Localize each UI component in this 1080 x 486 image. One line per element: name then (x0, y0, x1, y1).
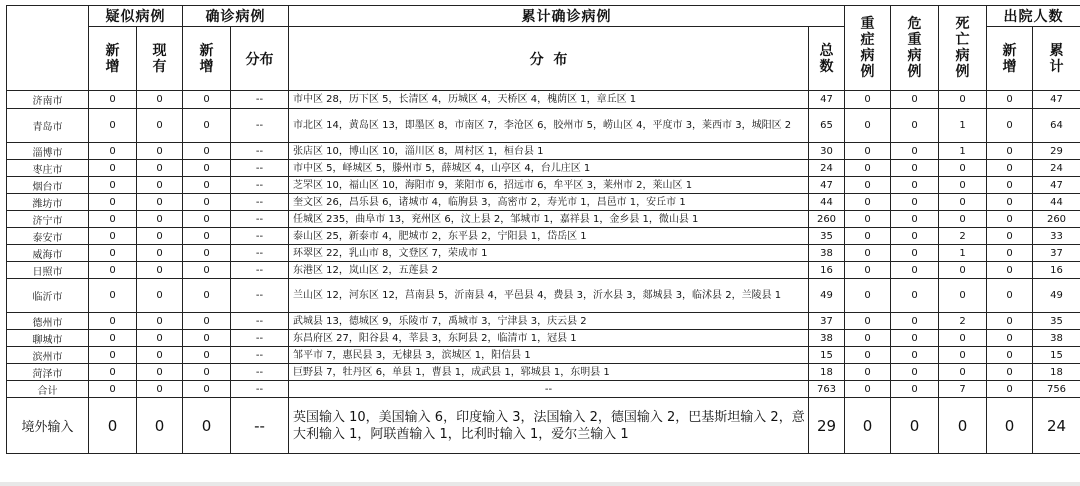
suspected-current: 0 (137, 279, 183, 313)
death-count: 0 (939, 330, 987, 347)
critical-count: 0 (891, 245, 939, 262)
table-row (7, 347, 1080, 364)
suspected-new: 0 (89, 228, 137, 245)
discharged-total: 33 (1033, 228, 1080, 245)
critical-count: 0 (891, 262, 939, 279)
suspected-new: 0 (89, 279, 137, 313)
header-cumulative-distribution: 分 布 (289, 27, 809, 91)
suspected-new: 0 (89, 211, 137, 228)
confirmed-new: 0 (183, 211, 231, 228)
discharged-new: 0 (987, 109, 1033, 143)
city-name: 泰安市 (7, 228, 89, 245)
confirmed-distribution: -- (231, 381, 289, 398)
cumulative-total: 16 (809, 262, 845, 279)
discharged-total: 37 (1033, 245, 1080, 262)
severe-count: 0 (845, 211, 891, 228)
table-row (7, 91, 1080, 109)
confirmed-distribution: -- (231, 262, 289, 279)
cumulative-distribution: -- (289, 381, 809, 398)
cumulative-distribution: 东港区 12，岚山区 2，五莲县 2 (289, 262, 809, 279)
discharged-new: 0 (987, 160, 1033, 177)
cumulative-total: 18 (809, 364, 845, 381)
covid-statistics-table (6, 5, 1080, 454)
suspected-new: 0 (89, 91, 137, 109)
city-name: 境外输入 (7, 398, 89, 454)
cumulative-total: 30 (809, 143, 845, 160)
header-city (7, 6, 89, 91)
critical-count: 0 (891, 347, 939, 364)
cumulative-distribution: 市中区 28，历下区 5，长清区 4，历城区 4，天桥区 4，槐荫区 1，章丘区 1 (289, 91, 809, 109)
city-name: 临沂市 (7, 279, 89, 313)
discharged-total: 47 (1033, 91, 1080, 109)
confirmed-distribution: -- (231, 364, 289, 381)
cumulative-total: 65 (809, 109, 845, 143)
death-count: 0 (939, 398, 987, 454)
discharged-new: 0 (987, 262, 1033, 279)
confirmed-new: 0 (183, 381, 231, 398)
confirmed-new: 0 (183, 160, 231, 177)
critical-count: 0 (891, 194, 939, 211)
suspected-new: 0 (89, 143, 137, 160)
death-count: 1 (939, 245, 987, 262)
suspected-new: 0 (89, 262, 137, 279)
discharged-total: 64 (1033, 109, 1080, 143)
death-count: 1 (939, 109, 987, 143)
cumulative-total: 44 (809, 194, 845, 211)
header-deaths: 死亡病例 (939, 6, 987, 91)
city-name: 潍坊市 (7, 194, 89, 211)
city-name: 济宁市 (7, 211, 89, 228)
city-name: 枣庄市 (7, 160, 89, 177)
cumulative-distribution: 任城区 235，曲阜市 13，兖州区 6，汶上县 2，邹城市 1，嘉祥县 1，金乡县 1，微山县 1 (289, 211, 809, 228)
suspected-new: 0 (89, 160, 137, 177)
city-name: 淄博市 (7, 143, 89, 160)
discharged-new: 0 (987, 398, 1033, 454)
confirmed-new: 0 (183, 279, 231, 313)
city-name: 合计 (7, 381, 89, 398)
city-name: 菏泽市 (7, 364, 89, 381)
table-row (7, 279, 1080, 313)
suspected-current: 0 (137, 211, 183, 228)
table-body (7, 91, 1080, 454)
discharged-total: 24 (1033, 398, 1080, 454)
death-count: 0 (939, 177, 987, 194)
critical-count: 0 (891, 143, 939, 160)
header-severe: 重症病例 (845, 6, 891, 91)
confirmed-distribution: -- (231, 194, 289, 211)
discharged-new: 0 (987, 91, 1033, 109)
death-count: 0 (939, 194, 987, 211)
death-count: 0 (939, 160, 987, 177)
table-row (7, 245, 1080, 262)
suspected-new: 0 (89, 245, 137, 262)
discharged-new: 0 (987, 245, 1033, 262)
suspected-new: 0 (89, 330, 137, 347)
table-row (7, 313, 1080, 330)
cumulative-distribution: 巨野县 7，牡丹区 6，单县 1，曹县 1，成武县 1，郓城县 1，东明县 1 (289, 364, 809, 381)
confirmed-new: 0 (183, 245, 231, 262)
critical-count: 0 (891, 177, 939, 194)
confirmed-new: 0 (183, 364, 231, 381)
cumulative-total: 38 (809, 330, 845, 347)
cumulative-distribution: 张店区 10，博山区 10，淄川区 8，周村区 1，桓台县 1 (289, 143, 809, 160)
confirmed-distribution: -- (231, 160, 289, 177)
city-name: 威海市 (7, 245, 89, 262)
confirmed-distribution: -- (231, 177, 289, 194)
critical-count: 0 (891, 160, 939, 177)
suspected-current: 0 (137, 194, 183, 211)
confirmed-distribution: -- (231, 279, 289, 313)
header-discharged-total: 累计 (1033, 27, 1080, 91)
discharged-total: 49 (1033, 279, 1080, 313)
suspected-new: 0 (89, 194, 137, 211)
header-suspected-current: 现有 (137, 27, 183, 91)
severe-count: 0 (845, 313, 891, 330)
suspected-current: 0 (137, 245, 183, 262)
discharged-new: 0 (987, 279, 1033, 313)
confirmed-distribution: -- (231, 109, 289, 143)
discharged-total: 16 (1033, 262, 1080, 279)
discharged-total: 47 (1033, 177, 1080, 194)
header-discharged: 出院人数 (987, 6, 1080, 27)
suspected-new: 0 (89, 398, 137, 454)
severe-count: 0 (845, 177, 891, 194)
death-count: 0 (939, 279, 987, 313)
table-row (7, 109, 1080, 143)
header-suspected-new: 新增 (89, 27, 137, 91)
table-row (7, 177, 1080, 194)
table-row (7, 143, 1080, 160)
critical-count: 0 (891, 109, 939, 143)
suspected-new: 0 (89, 347, 137, 364)
table-row (7, 381, 1080, 398)
discharged-new: 0 (987, 211, 1033, 228)
header-cumulative-total: 总数 (809, 27, 845, 91)
severe-count: 0 (845, 109, 891, 143)
city-name: 德州市 (7, 313, 89, 330)
death-count: 0 (939, 347, 987, 364)
cumulative-distribution: 武城县 13，德城区 9，乐陵市 7，禹城市 3，宁津县 3，庆云县 2 (289, 313, 809, 330)
cumulative-distribution: 环翠区 22，乳山市 8，文登区 7，荣成市 1 (289, 245, 809, 262)
critical-count: 0 (891, 211, 939, 228)
header-cumulative: 累计确诊病例 (289, 6, 845, 27)
header-confirmed-distribution: 分布 (231, 27, 289, 91)
discharged-total: 35 (1033, 313, 1080, 330)
severe-count: 0 (845, 245, 891, 262)
cumulative-total: 24 (809, 160, 845, 177)
confirmed-new: 0 (183, 313, 231, 330)
table-row (7, 364, 1080, 381)
critical-count: 0 (891, 91, 939, 109)
suspected-new: 0 (89, 177, 137, 194)
death-count: 1 (939, 143, 987, 160)
severe-count: 0 (845, 398, 891, 454)
suspected-current: 0 (137, 330, 183, 347)
critical-count: 0 (891, 313, 939, 330)
discharged-new: 0 (987, 143, 1033, 160)
discharged-new: 0 (987, 347, 1033, 364)
severe-count: 0 (845, 262, 891, 279)
severe-count: 0 (845, 143, 891, 160)
death-count: 2 (939, 313, 987, 330)
severe-count: 0 (845, 279, 891, 313)
city-name: 日照市 (7, 262, 89, 279)
death-count: 0 (939, 262, 987, 279)
cumulative-total: 47 (809, 91, 845, 109)
header-row-1 (7, 6, 1080, 27)
death-count: 0 (939, 91, 987, 109)
suspected-current: 0 (137, 398, 183, 454)
cumulative-distribution: 兰山区 12，河东区 12，莒南县 5，沂南县 4，平邑县 4，费县 3，沂水县 3，郯城县 3，临沭县 2，兰陵县 1 (289, 279, 809, 313)
suspected-current: 0 (137, 364, 183, 381)
confirmed-new: 0 (183, 91, 231, 109)
discharged-total: 15 (1033, 347, 1080, 364)
city-name: 滨州市 (7, 347, 89, 364)
confirmed-distribution: -- (231, 211, 289, 228)
critical-count: 0 (891, 279, 939, 313)
cumulative-distribution: 市中区 5，峄城区 5，滕州市 5，薛城区 4，山亭区 4，台儿庄区 1 (289, 160, 809, 177)
cumulative-total: 35 (809, 228, 845, 245)
cumulative-total: 15 (809, 347, 845, 364)
discharged-total: 18 (1033, 364, 1080, 381)
critical-count: 0 (891, 381, 939, 398)
death-count: 2 (939, 228, 987, 245)
discharged-new: 0 (987, 364, 1033, 381)
cumulative-total: 38 (809, 245, 845, 262)
severe-count: 0 (845, 228, 891, 245)
cumulative-distribution: 英国输入 10，美国输入 6，印度输入 3，法国输入 2，德国输入 2，巴基斯坦输入 2，意大利输入 1，阿联酋输入 1，比利时输入 1，爱尔兰输入 1 (289, 398, 809, 454)
confirmed-distribution: -- (231, 143, 289, 160)
table-row (7, 194, 1080, 211)
confirmed-new: 0 (183, 398, 231, 454)
confirmed-distribution: -- (231, 245, 289, 262)
confirmed-distribution: -- (231, 347, 289, 364)
discharged-total: 756 (1033, 381, 1080, 398)
suspected-current: 0 (137, 262, 183, 279)
confirmed-distribution: -- (231, 398, 289, 454)
confirmed-new: 0 (183, 262, 231, 279)
suspected-current: 0 (137, 160, 183, 177)
suspected-new: 0 (89, 364, 137, 381)
severe-count: 0 (845, 91, 891, 109)
table-row (7, 160, 1080, 177)
confirmed-new: 0 (183, 109, 231, 143)
discharged-new: 0 (987, 194, 1033, 211)
cumulative-distribution: 芝罘区 10，福山区 10，海阳市 9，莱阳市 6，招远市 6，牟平区 3，莱州市 2，莱山区 1 (289, 177, 809, 194)
confirmed-new: 0 (183, 177, 231, 194)
suspected-current: 0 (137, 381, 183, 398)
suspected-current: 0 (137, 143, 183, 160)
header-suspected: 疑似病例 (89, 6, 183, 27)
city-name: 济南市 (7, 91, 89, 109)
table-row (7, 398, 1080, 454)
confirmed-new: 0 (183, 228, 231, 245)
confirmed-new: 0 (183, 194, 231, 211)
confirmed-distribution: -- (231, 330, 289, 347)
cumulative-distribution: 邹平市 7，惠民县 3，无棣县 3，滨城区 1，阳信县 1 (289, 347, 809, 364)
cumulative-distribution: 泰山区 25，新泰市 4，肥城市 2，东平县 2，宁阳县 1，岱岳区 1 (289, 228, 809, 245)
death-count: 0 (939, 211, 987, 228)
severe-count: 0 (845, 160, 891, 177)
bottom-divider (0, 482, 1080, 486)
city-name: 烟台市 (7, 177, 89, 194)
cumulative-total: 37 (809, 313, 845, 330)
discharged-new: 0 (987, 177, 1033, 194)
severe-count: 0 (845, 381, 891, 398)
table-row (7, 330, 1080, 347)
header-confirmed-new: 新增 (183, 27, 231, 91)
discharged-new: 0 (987, 330, 1033, 347)
cumulative-total: 29 (809, 398, 845, 454)
discharged-new: 0 (987, 381, 1033, 398)
severe-count: 0 (845, 330, 891, 347)
critical-count: 0 (891, 398, 939, 454)
critical-count: 0 (891, 330, 939, 347)
discharged-new: 0 (987, 313, 1033, 330)
confirmed-new: 0 (183, 143, 231, 160)
suspected-current: 0 (137, 228, 183, 245)
table-row (7, 211, 1080, 228)
cumulative-distribution: 东昌府区 27，阳谷县 4，莘县 3，东阿县 2，临清市 1，冠县 1 (289, 330, 809, 347)
cumulative-distribution: 奎文区 26，昌乐县 6，诸城市 4，临朐县 3，高密市 2，寿光市 1，昌邑市 1，安丘市 1 (289, 194, 809, 211)
cumulative-total: 260 (809, 211, 845, 228)
death-count: 0 (939, 364, 987, 381)
discharged-total: 24 (1033, 160, 1080, 177)
critical-count: 0 (891, 364, 939, 381)
city-name: 聊城市 (7, 330, 89, 347)
suspected-current: 0 (137, 91, 183, 109)
cumulative-total: 763 (809, 381, 845, 398)
discharged-total: 44 (1033, 194, 1080, 211)
confirmed-new: 0 (183, 330, 231, 347)
discharged-total: 29 (1033, 143, 1080, 160)
critical-count: 0 (891, 228, 939, 245)
suspected-new: 0 (89, 313, 137, 330)
discharged-new: 0 (987, 228, 1033, 245)
severe-count: 0 (845, 364, 891, 381)
severe-count: 0 (845, 194, 891, 211)
confirmed-new: 0 (183, 347, 231, 364)
suspected-current: 0 (137, 347, 183, 364)
table-row (7, 262, 1080, 279)
suspected-current: 0 (137, 177, 183, 194)
suspected-current: 0 (137, 109, 183, 143)
suspected-new: 0 (89, 109, 137, 143)
cumulative-total: 47 (809, 177, 845, 194)
suspected-current: 0 (137, 313, 183, 330)
city-name: 青岛市 (7, 109, 89, 143)
confirmed-distribution: -- (231, 228, 289, 245)
discharged-total: 260 (1033, 211, 1080, 228)
confirmed-distribution: -- (231, 313, 289, 330)
suspected-new: 0 (89, 381, 137, 398)
table-row (7, 228, 1080, 245)
discharged-total: 38 (1033, 330, 1080, 347)
death-count: 7 (939, 381, 987, 398)
confirmed-distribution: -- (231, 91, 289, 109)
header-critical: 危重病例 (891, 6, 939, 91)
cumulative-total: 49 (809, 279, 845, 313)
header-discharged-new: 新增 (987, 27, 1033, 91)
header-confirmed: 确诊病例 (183, 6, 289, 27)
cumulative-distribution: 市北区 14，黄岛区 13，即墨区 8，市南区 7，李沧区 6，胶州市 5，崂山区 4，平度市 3，莱西市 3，城阳区 2 (289, 109, 809, 143)
severe-count: 0 (845, 347, 891, 364)
